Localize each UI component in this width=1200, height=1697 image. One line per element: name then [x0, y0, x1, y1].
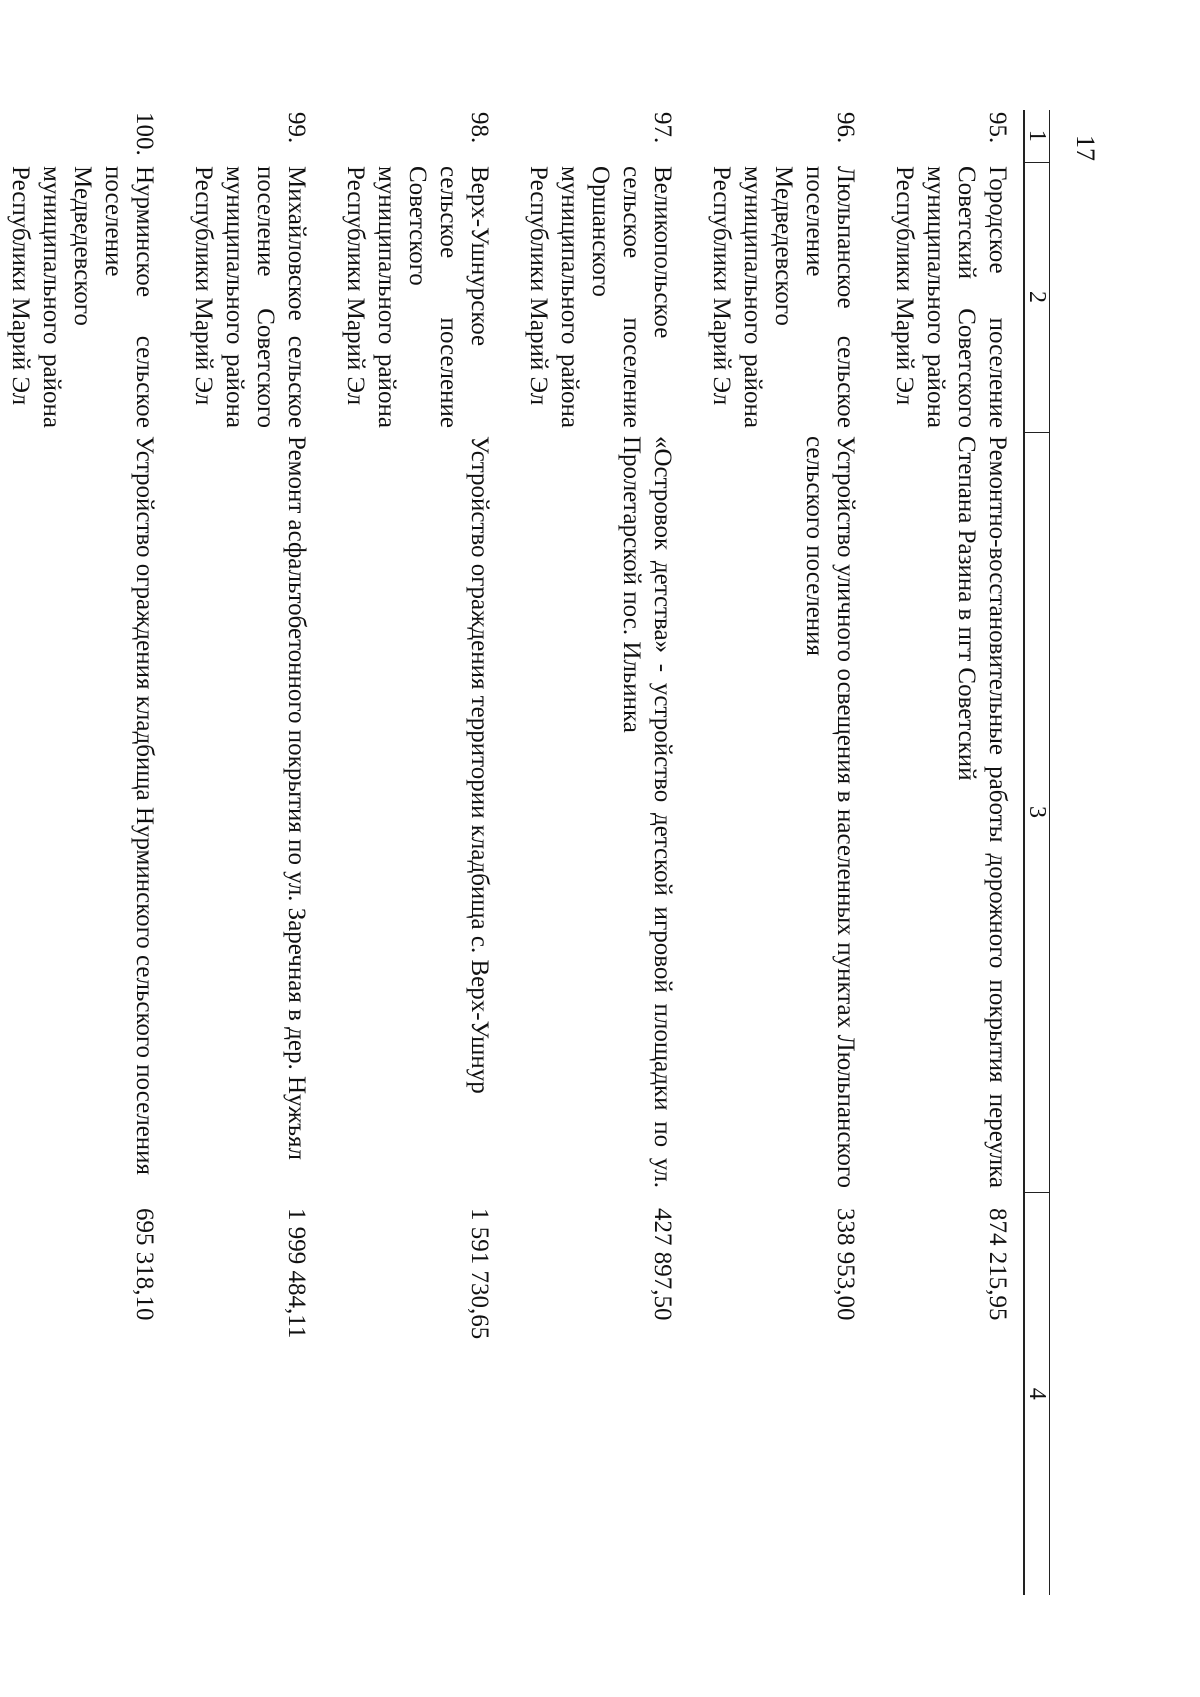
- row-amount: 338 953,00: [832, 1208, 859, 1321]
- table-row: [170, 110, 322, 1595]
- table-row: [0, 110, 170, 1595]
- funding-table: [0, 110, 1050, 1595]
- header-col-4: 4: [1024, 1192, 1050, 1595]
- table-body: [0, 110, 1024, 1595]
- row-amount: 427 897,50: [649, 1208, 676, 1321]
- table-row: [688, 110, 871, 1595]
- row-project: «Островок детства» - устройство детской игровой площадки по ул. Пролетарской пос. Ильинка: [618, 436, 676, 1188]
- table-row: [871, 110, 1024, 1595]
- row-municipality: Нурминское сельское поселение Медведевского муниципального района Республики Марий Эл: [7, 166, 158, 428]
- row-municipality: Великопольское сельское поселение Оршанского муниципального района Республики Марий Эл: [525, 166, 676, 428]
- row-project: Устройство ограждения территории кладбища с. Верх-Ушнур: [466, 436, 493, 1094]
- header-row: [1024, 110, 1050, 1595]
- row-project: Ремонт асфальтобетонного покрытия по ул. Заречная в дер. Нужъял: [283, 436, 310, 1161]
- row-municipality: Городское поселение Советский Советского муниципального района Республики Марий Эл: [891, 166, 1011, 428]
- row-number: 99.: [283, 112, 310, 144]
- header-col-1: 1: [1024, 110, 1050, 162]
- row-number: 97.: [649, 112, 676, 144]
- header-col-2: 2: [1024, 162, 1050, 432]
- row-municipality: Люльпанское сельское поселение Медведевского муниципального района Республики Марий Эл: [708, 166, 859, 428]
- row-number: 98.: [466, 112, 493, 144]
- page-number: 17: [1071, 135, 1100, 161]
- rotated-page-content: [7, 110, 1050, 1595]
- row-number: 95.: [984, 112, 1011, 144]
- row-amount: 874 215,95: [984, 1208, 1011, 1321]
- row-number: 96.: [832, 112, 859, 144]
- table-row: [505, 110, 688, 1595]
- row-amount: 1 999 484,11: [283, 1208, 310, 1339]
- row-project: Устройство уличного освещения в населенных пунктах Люльпанского сельского поселения: [801, 436, 859, 1188]
- row-municipality: Верх-Ушнурское сельское поселение Советского муниципального района Республики Марий Эл: [342, 166, 493, 428]
- header-col-3: 3: [1024, 432, 1050, 1192]
- row-amount: 1 591 730,65: [466, 1208, 493, 1340]
- row-municipality: Михайловское сельское поселение Советского муниципального района Республики Марий Эл: [190, 166, 310, 428]
- row-project: Устройство ограждения кладбища Нурминского сельского поселения: [131, 436, 158, 1176]
- row-number: 100.: [131, 112, 158, 156]
- table-header: [1024, 110, 1050, 1595]
- row-project: Ремонтно-восстановительные работы дорожного покрытия переулка Степана Разина в пгт Советский: [953, 436, 1011, 1188]
- row-amount: 695 318,10: [131, 1208, 158, 1321]
- table-row: [322, 110, 505, 1595]
